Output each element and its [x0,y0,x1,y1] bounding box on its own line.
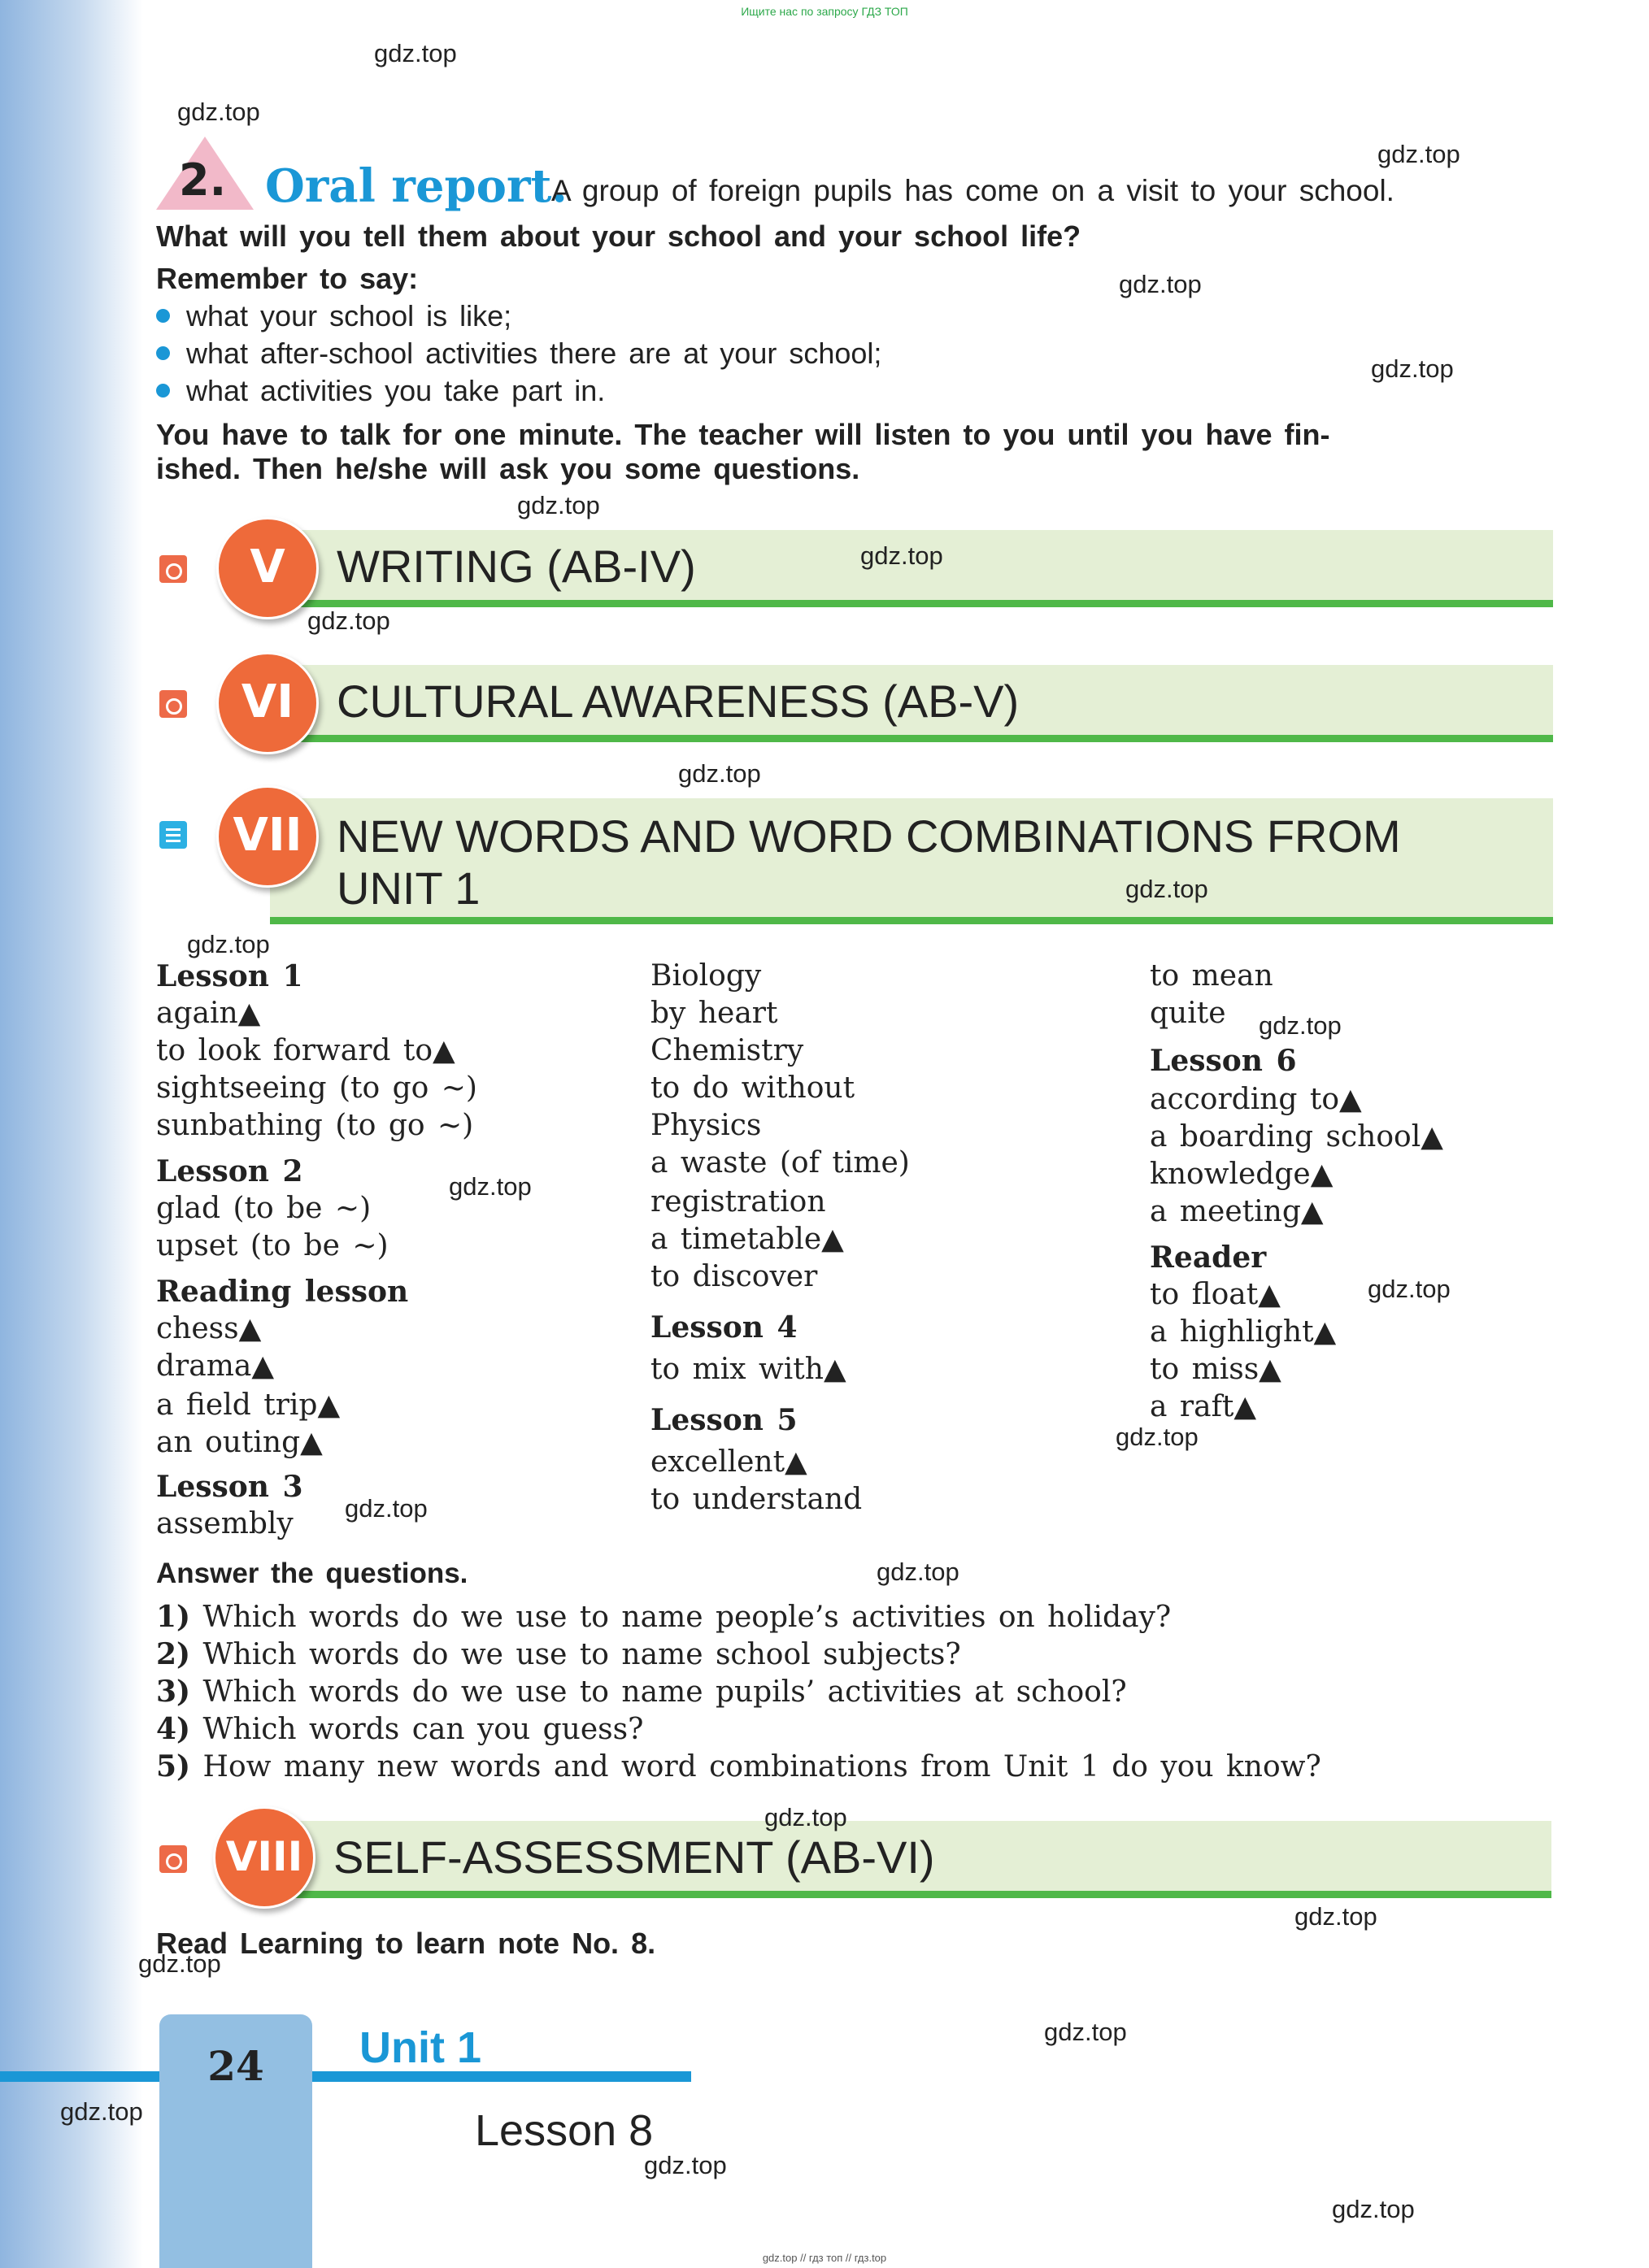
word-item: again▲ [156,997,261,1030]
word-item: assembly [156,1507,294,1540]
answer-heading: Answer the questions. [156,1558,468,1589]
word-item: quite [1150,997,1226,1030]
question-item: 2) Which words do we use to name school subjects? [156,1637,961,1671]
lesson-heading: Lesson 3 [156,1470,303,1504]
word-item: to mix with▲ [650,1353,846,1386]
watermark: gdz.top [1368,1275,1451,1303]
activity-book-icon [159,555,187,583]
word-item: to understand [650,1483,863,1516]
word-item: a meeting▲ [1150,1195,1324,1228]
watermark: gdz.top [1371,354,1454,383]
watermark: gdz.top [449,1172,532,1201]
bullet-item: what activities you take part in. [156,374,605,408]
word-item: a highlight▲ [1150,1315,1337,1349]
question-item: 1) Which words do we use to name people’s activities on holiday? [156,1600,1172,1634]
word-item: a boarding school▲ [1150,1120,1443,1154]
word-item: to float▲ [1150,1278,1281,1311]
watermark: gdz.top [1116,1423,1199,1451]
task-number: 2. [179,154,227,206]
vocabulary-list-icon [159,821,187,849]
word-item: sightseeing (to go ~) [156,1071,477,1105]
word-item: to do without [650,1071,855,1105]
word-item: Chemistry [650,1034,804,1067]
activity-book-icon [159,1845,187,1873]
watermark: gdz.top [177,98,260,126]
watermark: gdz.top [1377,140,1460,168]
word-item: upset (to be ~) [156,1229,389,1262]
lesson-heading: Lesson 6 [1150,1044,1297,1078]
self-assessment-note: Read Learning to learn note No. 8. [156,1927,656,1960]
watermark: gdz.top [345,1494,428,1523]
lesson-heading: Reader [1150,1240,1267,1275]
watermark: gdz.top [187,930,270,958]
watermark: gdz.top [374,39,457,67]
lesson-heading: Lesson 4 [650,1310,798,1345]
watermark: gdz.top [877,1558,959,1586]
section-title: CULTURAL AWARENESS (AB-V) [337,676,1020,727]
word-item: a timetable▲ [650,1223,844,1256]
section-title: WRITING (AB-IV) [337,541,696,592]
footer-bar [0,2071,691,2082]
left-margin-gradient [0,0,143,2268]
watermark: gdz.top [678,759,761,788]
section-title: NEW WORDS AND WORD COMBINATIONS FROM [337,810,1401,862]
task-instructions: You have to talk for one minute. The teacher will listen to you until you have fin- [156,418,1330,451]
task-title: Oral report. [265,159,568,213]
word-item: to miss▲ [1150,1353,1281,1386]
word-item: to mean [1150,959,1273,993]
word-item: knowledge▲ [1150,1158,1334,1191]
watermark: gdz.top [644,2151,727,2179]
watermark: gdz.top [1125,875,1208,903]
section-number-badge: V [216,517,319,619]
section-number-badge: VII [216,785,319,888]
question-item: 3) Which words do we use to name pupils’ activities at school? [156,1675,1127,1709]
word-item: chess▲ [156,1312,262,1345]
word-item: glad (to be ~) [156,1192,372,1225]
lesson-label: Lesson 8 [475,2106,654,2155]
question-item: 4) Which words can you guess? [156,1712,644,1746]
question-item: 5) How many new words and word combinations from Unit 1 do you know? [156,1749,1321,1784]
watermark: gdz.top [138,1949,221,1978]
bullet-dot-icon [156,384,170,398]
section-title-line2: UNIT 1 [337,862,481,914]
lesson-heading: Lesson 1 [156,959,303,993]
bottom-note: gdz.top // гдз топ // гдз.top [762,2252,887,2264]
bullet-dot-icon [156,346,170,360]
watermark: gdz.top [1294,1902,1377,1931]
section-number-badge: VIII [213,1806,315,1909]
word-item: to discover [650,1260,818,1293]
watermark: gdz.top [764,1803,847,1831]
word-item: a waste (of time) [650,1146,910,1180]
activity-book-icon [159,690,187,718]
task-intro: A group of foreign pupils has come on a visit to your school. [551,174,1394,207]
word-item: sunbathing (to go ~) [156,1109,474,1142]
section-number-badge: VI [216,652,319,754]
watermark: gdz.top [517,491,600,519]
bullet-dot-icon [156,309,170,323]
watermark: gdz.top [307,606,390,635]
bullet-item: what your school is like; [156,299,511,333]
watermark: gdz.top [60,2097,143,2126]
word-item: Biology [650,959,762,993]
watermark: gdz.top [1044,2018,1127,2046]
task-instructions: ished. Then he/she will ask you some questions. [156,452,860,485]
watermark: gdz.top [1119,270,1202,298]
word-item: excellent▲ [650,1445,807,1479]
bullet-item: what after-school activities there are at your school; [156,337,881,371]
task-question: What will you tell them about your school and your school life? [156,219,1081,253]
lesson-heading: Lesson 5 [650,1403,798,1437]
unit-label: Unit 1 [359,2023,482,2072]
word-item: by heart [650,997,778,1030]
lesson-heading: Reading lesson [156,1275,409,1309]
word-item: drama▲ [156,1349,275,1383]
word-item: an outing▲ [156,1426,323,1459]
word-item: registration [650,1185,826,1219]
section-title: SELF-ASSESSMENT (AB-VI) [333,1831,935,1883]
remember-heading: Remember to say: [156,262,419,295]
lesson-heading: Lesson 2 [156,1154,303,1188]
top-note: Ищите нас по запросу ГДЗ ТОП [741,5,908,18]
watermark: gdz.top [860,541,943,570]
word-item: Physics [650,1109,762,1142]
watermark: gdz.top [1332,2195,1415,2223]
page-number: 24 [207,2042,264,2090]
word-item: according to▲ [1150,1083,1362,1116]
word-item: to look forward to▲ [156,1034,455,1067]
word-item: a field trip▲ [156,1388,341,1422]
watermark: gdz.top [1259,1011,1342,1040]
word-item: a raft▲ [1150,1390,1257,1423]
